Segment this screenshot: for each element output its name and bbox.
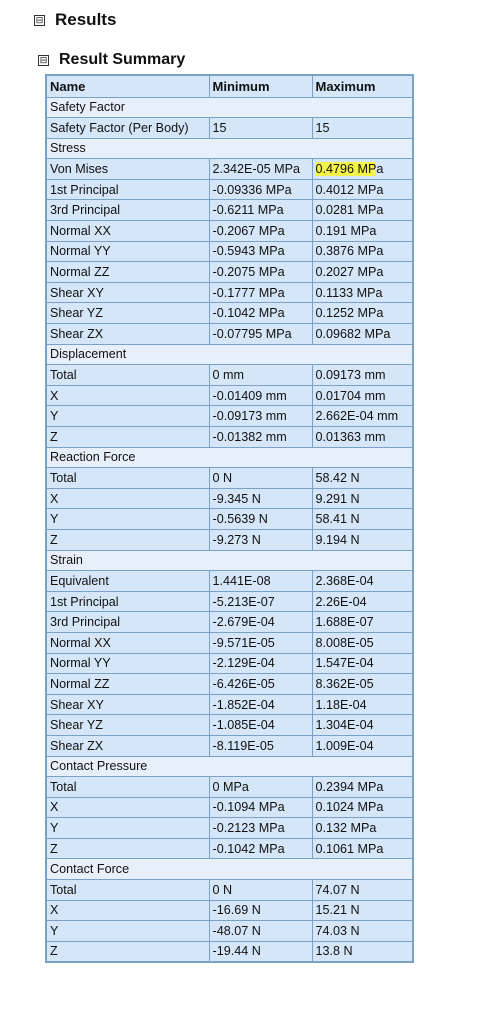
table-row: [46, 159, 413, 180]
cell-maximum: 9.291 N: [312, 488, 413, 509]
table-row: [46, 591, 413, 612]
cell-name: Normal YY: [46, 241, 209, 262]
table-row: [46, 468, 413, 489]
cell-name: 1st Principal: [46, 179, 209, 200]
cell-name: Z: [46, 529, 209, 550]
cell-minimum: -0.1777 MPa: [209, 282, 312, 303]
cell-minimum: -0.5639 N: [209, 509, 312, 530]
cell-maximum: 9.194 N: [312, 529, 413, 550]
cell-minimum: 2.342E-05 MPa: [209, 159, 312, 180]
cell-maximum: 1.18E-04: [312, 694, 413, 715]
cell-maximum: 0.2027 MPa: [312, 262, 413, 283]
cell-maximum: 8.362E-05: [312, 674, 413, 695]
table-row: [46, 694, 413, 715]
table-row: [46, 838, 413, 859]
cell-minimum: 15: [209, 118, 312, 139]
table-row: [46, 282, 413, 303]
group-row: [46, 550, 413, 571]
table-row: [46, 735, 413, 756]
cell-name: Shear ZX: [46, 324, 209, 345]
cell-name: 3rd Principal: [46, 612, 209, 633]
cell-maximum: 1.009E-04: [312, 735, 413, 756]
table-row: [46, 529, 413, 550]
table-row: [46, 427, 413, 448]
group-row: [46, 344, 413, 365]
cell-minimum: -0.6211 MPa: [209, 200, 312, 221]
cell-minimum: -5.213E-07: [209, 591, 312, 612]
cell-name: Z: [46, 427, 209, 448]
cell-name: X: [46, 797, 209, 818]
cell-maximum: 0.1252 MPa: [312, 303, 413, 324]
cell-name: Normal YY: [46, 653, 209, 674]
cell-name: Normal XX: [46, 221, 209, 242]
cell-name: Shear YZ: [46, 715, 209, 736]
result-summary-table: [45, 74, 414, 963]
cell-minimum: -8.119E-05: [209, 735, 312, 756]
column-header-name: Name: [46, 75, 209, 97]
cell-maximum: 74.07 N: [312, 880, 413, 901]
cell-minimum: -0.01382 mm: [209, 427, 312, 448]
group-row: [46, 97, 413, 118]
cell-maximum: 0.191 MPa: [312, 221, 413, 242]
result-summary-heading-label: Result Summary: [59, 51, 186, 68]
cell-maximum: 58.41 N: [312, 509, 413, 530]
cell-maximum: 0.4012 MPa: [312, 179, 413, 200]
table-row: [46, 406, 413, 427]
cell-name: Normal ZZ: [46, 674, 209, 695]
cell-maximum: [312, 159, 413, 180]
cell-name: Equivalent: [46, 571, 209, 592]
cell-maximum: 2.26E-04: [312, 591, 413, 612]
cell-minimum: 0 MPa: [209, 777, 312, 798]
table-row: [46, 509, 413, 530]
cell-maximum: 0.1133 MPa: [312, 282, 413, 303]
table-row: [46, 797, 413, 818]
cell-minimum: -0.01409 mm: [209, 385, 312, 406]
cell-minimum: -16.69 N: [209, 900, 312, 921]
table-row: [46, 262, 413, 283]
column-header-minimum: Minimum: [209, 75, 312, 97]
cell-minimum: -0.2067 MPa: [209, 221, 312, 242]
table-row: [46, 921, 413, 942]
cell-maximum: 8.008E-05: [312, 632, 413, 653]
cell-minimum: -0.2123 MPa: [209, 818, 312, 839]
cell-maximum: 0.0281 MPa: [312, 200, 413, 221]
cell-name: Total: [46, 365, 209, 386]
cell-name: 1st Principal: [46, 591, 209, 612]
cell-maximum: 0.01704 mm: [312, 385, 413, 406]
cell-maximum: 74.03 N: [312, 921, 413, 942]
max-value-remainder: a: [376, 162, 384, 177]
cell-name: Y: [46, 921, 209, 942]
collapse-result-summary-icon[interactable]: ⊟: [39, 54, 48, 65]
cell-name: Safety Factor (Per Body): [46, 118, 209, 139]
group-row: [46, 756, 413, 777]
cell-minimum: 0 mm: [209, 365, 312, 386]
cell-minimum: -0.09173 mm: [209, 406, 312, 427]
results-heading: [34, 10, 116, 30]
table-row: [46, 179, 413, 200]
cell-minimum: -1.085E-04: [209, 715, 312, 736]
cell-name: Normal XX: [46, 632, 209, 653]
cell-name: Von Mises: [46, 159, 209, 180]
group-label: Safety Factor: [46, 97, 413, 118]
table-row: [46, 303, 413, 324]
cell-minimum: 1.441E-08: [209, 571, 312, 592]
group-label: Reaction Force: [46, 447, 413, 468]
cell-maximum: 0.2394 MPa: [312, 777, 413, 798]
cell-minimum: -9.571E-05: [209, 632, 312, 653]
table-row: [46, 674, 413, 695]
cell-maximum: 0.1061 MPa: [312, 838, 413, 859]
cell-name: Shear YZ: [46, 303, 209, 324]
cell-maximum: 1.688E-07: [312, 612, 413, 633]
table-row: [46, 612, 413, 633]
cell-maximum: 0.1024 MPa: [312, 797, 413, 818]
cell-maximum: 1.304E-04: [312, 715, 413, 736]
cell-name: Shear XY: [46, 282, 209, 303]
group-row: [46, 859, 413, 880]
cell-name: X: [46, 488, 209, 509]
cell-name: X: [46, 900, 209, 921]
collapse-results-icon[interactable]: ⊟: [35, 14, 44, 25]
cell-minimum: -2.679E-04: [209, 612, 312, 633]
cell-minimum: -0.1042 MPa: [209, 303, 312, 324]
cell-maximum: 0.3876 MPa: [312, 241, 413, 262]
cell-minimum: 0 N: [209, 468, 312, 489]
table-row: [46, 365, 413, 386]
group-row: [46, 138, 413, 159]
cell-name: Y: [46, 818, 209, 839]
table-row: [46, 241, 413, 262]
column-header-maximum: Maximum: [312, 75, 413, 97]
table-row: [46, 653, 413, 674]
table-body: [46, 97, 413, 962]
table-row: [46, 221, 413, 242]
table-row: [46, 488, 413, 509]
cell-minimum: 0 N: [209, 880, 312, 901]
table-row: [46, 818, 413, 839]
cell-name: Z: [46, 941, 209, 962]
cell-maximum: 13.8 N: [312, 941, 413, 962]
cell-maximum: 2.662E-04 mm: [312, 406, 413, 427]
table-row: [46, 200, 413, 221]
cell-minimum: -0.1094 MPa: [209, 797, 312, 818]
cell-name: Total: [46, 777, 209, 798]
cell-maximum: 15: [312, 118, 413, 139]
group-label: Strain: [46, 550, 413, 571]
cell-minimum: -9.345 N: [209, 488, 312, 509]
cell-minimum: -0.5943 MPa: [209, 241, 312, 262]
group-label: Displacement: [46, 344, 413, 365]
table-row: [46, 900, 413, 921]
results-heading-label: Results: [55, 10, 117, 29]
table-row: [46, 880, 413, 901]
cell-name: Total: [46, 880, 209, 901]
highlighted-max-value: 0.4796 MP: [315, 162, 377, 177]
cell-name: Shear XY: [46, 694, 209, 715]
cell-name: Z: [46, 838, 209, 859]
group-row: [46, 447, 413, 468]
table-row: [46, 715, 413, 736]
cell-minimum: -0.09336 MPa: [209, 179, 312, 200]
table-header-row: [46, 75, 413, 97]
group-label: Contact Force: [46, 859, 413, 880]
cell-name: 3rd Principal: [46, 200, 209, 221]
cell-minimum: -0.07795 MPa: [209, 324, 312, 345]
table-row: [46, 118, 413, 139]
cell-minimum: -19.44 N: [209, 941, 312, 962]
cell-name: Y: [46, 509, 209, 530]
cell-name: Y: [46, 406, 209, 427]
table-row: [46, 632, 413, 653]
cell-name: Total: [46, 468, 209, 489]
group-label: Stress: [46, 138, 413, 159]
cell-minimum: -0.1042 MPa: [209, 838, 312, 859]
cell-maximum: 15.21 N: [312, 900, 413, 921]
cell-maximum: 2.368E-04: [312, 571, 413, 592]
cell-name: X: [46, 385, 209, 406]
table-row: [46, 571, 413, 592]
cell-minimum: -48.07 N: [209, 921, 312, 942]
table-row: [46, 324, 413, 345]
table-row: [46, 941, 413, 962]
result-summary-heading: [38, 51, 185, 69]
cell-minimum: -2.129E-04: [209, 653, 312, 674]
cell-name: Normal ZZ: [46, 262, 209, 283]
cell-minimum: -1.852E-04: [209, 694, 312, 715]
cell-maximum: 0.09173 mm: [312, 365, 413, 386]
group-label: Contact Pressure: [46, 756, 413, 777]
table-row: [46, 777, 413, 798]
cell-minimum: -0.2075 MPa: [209, 262, 312, 283]
cell-maximum: 0.09682 MPa: [312, 324, 413, 345]
cell-minimum: -6.426E-05: [209, 674, 312, 695]
cell-name: Shear ZX: [46, 735, 209, 756]
cell-maximum: 1.547E-04: [312, 653, 413, 674]
cell-maximum: 0.01363 mm: [312, 427, 413, 448]
table-row: [46, 385, 413, 406]
cell-maximum: 0.132 MPa: [312, 818, 413, 839]
cell-maximum: 58.42 N: [312, 468, 413, 489]
cell-minimum: -9.273 N: [209, 529, 312, 550]
